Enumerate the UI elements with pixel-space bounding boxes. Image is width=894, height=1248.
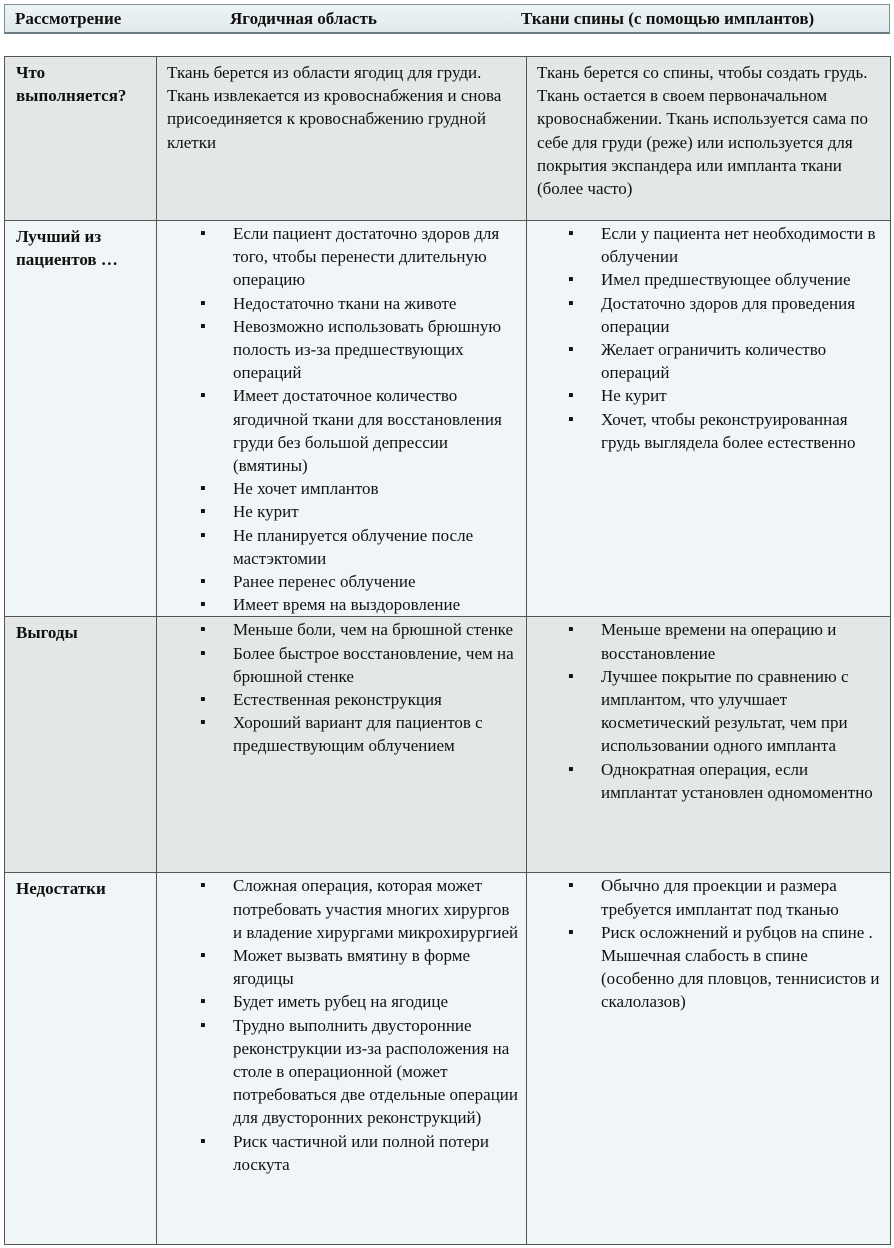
bullet-list <box>527 617 890 804</box>
table-row-best-patients <box>5 221 891 617</box>
list-item: Мышечная слабость в спине (особенно для пловцов, теннисистов и скалолазов) <box>601 946 880 1012</box>
list-item: ▪ Не планируется облучение после мастэктомии <box>157 524 526 570</box>
list-item: ▪ Не хочет имплантов <box>157 477 526 500</box>
bullet-list <box>527 221 890 454</box>
cell-gluteal-text: Ткань берется из области ягодиц для груди. Ткань извлекается из кровоснабжения и снова присоединяется к кровоснабжению грудной клетки <box>157 57 527 221</box>
list-item: ▪ Ранее перенес облучение <box>157 570 526 593</box>
table-row-what-is-done <box>5 57 891 221</box>
list-item: ▪ Недостаточно ткани на животе <box>157 292 526 315</box>
list-item: ▪ Риск частичной или полной потери лоскута <box>157 1130 526 1176</box>
list-item: ▪ Невозможно использовать брюшную полость из-за предшествующих операций <box>157 315 526 385</box>
cell-gluteal-list <box>157 221 527 617</box>
bullet-list <box>157 221 526 616</box>
list-item: ▪ Не курит <box>527 384 890 407</box>
table-row-drawbacks <box>5 873 891 1245</box>
bullet-list <box>157 873 526 1176</box>
comparison-table <box>4 56 891 1245</box>
table-header <box>4 4 890 34</box>
cell-gluteal-list <box>157 873 527 1245</box>
row-label: Лучший из пациентов … <box>5 221 157 617</box>
row-label: Что выполняется? <box>5 57 157 221</box>
list-item: ▪ Меньше времени на операцию и восстановление <box>527 618 890 664</box>
list-item: ▪ Трудно выполнить двусторонние реконструкции из-за расположения на столе в операционной (может потребоваться две отдельные операции для двусторонних реконструкций) <box>157 1014 526 1130</box>
header-col-gluteal: Ягодичная область <box>230 9 377 28</box>
list-item: ▪ Может вызвать вмятину в форме ягодицы <box>157 944 526 990</box>
list-item: ▪ Меньше боли, чем на брюшной стенке <box>157 618 526 641</box>
list-item: ▪ Имеет время на выздоровление <box>157 593 526 616</box>
list-item: ▪ Лучшее покрытие по сравнению с имплантом, что улучшает косметический результат, чем при использовании одного импланта <box>527 665 890 758</box>
list-item: ▪ Обычно для проекции и размера требуется имплантат под тканью <box>527 874 890 920</box>
list-item: ▪ Если у пациента нет необходимости в облучении <box>527 222 890 268</box>
cell-back-text: Ткань берется со спины, чтобы создать грудь. Ткань остается в своем первоначальном кровоснабжении. Ткань используется сама по себе для груди (реже) или используется для покрытия экспандера или импланта ткани (более часто) <box>527 57 891 221</box>
row-label: Недостатки <box>5 873 157 1245</box>
list-item: ▪ Не курит <box>157 500 526 523</box>
header-col-back-tissue: Ткани спины (с помощью имплантов) <box>521 9 815 28</box>
list-item: ▪ Будет иметь рубец на ягодице <box>157 990 526 1013</box>
table-row-benefits <box>5 617 891 873</box>
list-item: ▪ Однократная операция, если имплантат установлен одномоментно <box>527 758 890 804</box>
list-item: ▪ Имел предшествующее облучение <box>527 268 890 291</box>
list-item: ▪ Хочет, чтобы реконструированная грудь выглядела более естественно <box>527 408 890 454</box>
row-label: Выгоды <box>5 617 157 873</box>
cell-back-list <box>527 873 891 1245</box>
list-item: ▪ Хороший вариант для пациентов с предшествующим облучением <box>157 711 526 757</box>
list-item: ▪ Сложная операция, которая может потребовать участия многих хирургов и владение хирургами микрохирургией <box>157 874 526 944</box>
list-item: ▪ Желает ограничить количество операций <box>527 338 890 384</box>
list-item: ▪ Достаточно здоров для проведения операции <box>527 292 890 338</box>
list-item: ▪ Более быстрое восстановление, чем на брюшной стенке <box>157 642 526 688</box>
header-col-consideration: Рассмотрение <box>15 9 122 28</box>
bullet-list <box>157 617 526 757</box>
cell-gluteal-list <box>157 617 527 873</box>
cell-back-list <box>527 617 891 873</box>
cell-back-list <box>527 221 891 617</box>
list-item: ▪ Естественная реконструкция <box>157 688 526 711</box>
list-item: ▪ Имеет достаточное количество ягодичной ткани для восстановления груди без большой депрессии (вмятины) <box>157 384 526 477</box>
list-item: ▪ Если пациент достаточно здоров для того, чтобы перенести длительную операцию <box>157 222 526 292</box>
list-item: ▪ Риск осложнений и рубцов на спине . <box>527 921 890 944</box>
bullet-list <box>527 873 890 1013</box>
